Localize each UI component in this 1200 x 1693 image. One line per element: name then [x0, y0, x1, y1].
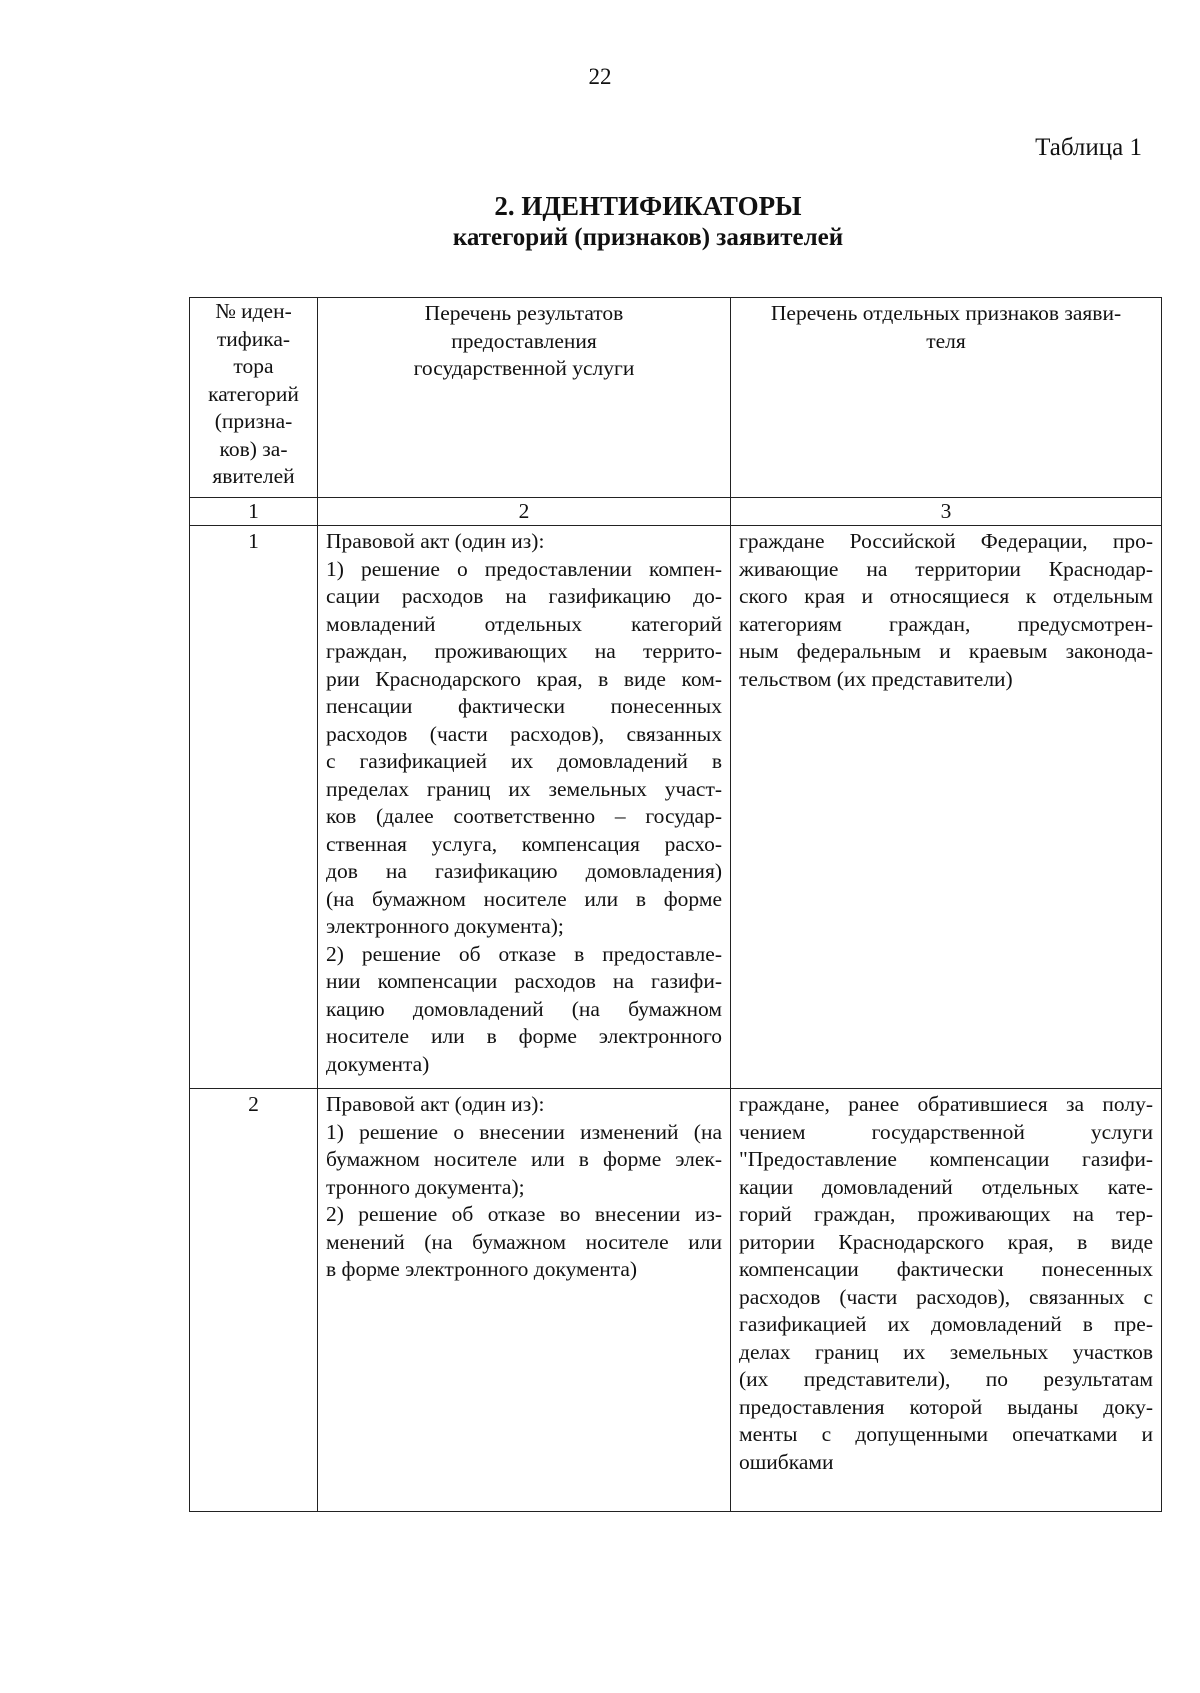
text-line: (их представители), по результатам — [739, 1367, 1153, 1391]
text-line: Правовой акт (один из): — [326, 1092, 545, 1116]
text-line: делах границ их земельных участков — [739, 1339, 1153, 1364]
column-number: 3 — [731, 498, 1162, 526]
text-line: документа) — [326, 1051, 430, 1076]
text-line: граждане Российской Федерации, про- — [739, 529, 1153, 553]
text-line: 2) решение об отказе в предоставле- — [326, 941, 722, 966]
text-line: граждан, проживающих на террито- — [326, 639, 722, 663]
text-line: категорий — [208, 381, 299, 406]
page-number: 22 — [588, 64, 612, 89]
attributes-cell — [731, 1089, 1162, 1512]
text-line: живающие на территории Краснодар- — [739, 556, 1153, 581]
heading-subtitle: категорий (признаков) заявителей — [452, 224, 844, 251]
text-line: менений (на бумажном носителе или — [326, 1229, 722, 1254]
text-line: Перечень результатов — [424, 301, 624, 325]
text-line: дов на газификацию домовладения) — [326, 859, 722, 883]
text-line: носителе или в форме электронного — [326, 1024, 722, 1048]
text-line: менты с допущенными опечатками и — [739, 1422, 1153, 1446]
heading-title: 2. ИДЕНТИФИКАТОРЫ — [494, 191, 802, 221]
text-line: пределах границ их земельных участ- — [326, 776, 722, 801]
text-line: ственная услуга, компенсация расхо- — [326, 831, 722, 856]
table-row — [190, 526, 1162, 1089]
text-line: (на бумажном носителе или в форме — [326, 886, 722, 911]
text-line: предоставления которой выданы доку- — [739, 1394, 1153, 1419]
text-line: электронного документа); — [326, 914, 564, 938]
text-line: "Предоставление компенсации газифи- — [739, 1147, 1153, 1171]
text-line: тора — [233, 354, 274, 378]
results-cell — [318, 526, 731, 1089]
header-cell-identifier — [190, 298, 318, 498]
results-cell — [318, 1089, 731, 1512]
text-line: ритории Краснодарского края, в виде — [739, 1229, 1153, 1254]
text-line: нии компенсации расходов на газифи- — [326, 969, 722, 993]
table-header-row — [190, 298, 1162, 498]
text-line: рии Краснодарского края, в виде ком- — [326, 666, 722, 691]
text-line: тронного документа); — [326, 1174, 525, 1199]
table-label: Таблица 1 — [1035, 134, 1142, 161]
text-line: расходов (части расходов), связанных — [326, 721, 722, 746]
text-line: ского края и относящиеся к отдельным — [739, 584, 1153, 608]
text-line: 1) решение о предоставлении компен- — [326, 556, 722, 581]
text-line: компенсации фактически понесенных — [739, 1257, 1153, 1281]
text-line: с газификацией их домовладений в — [326, 749, 722, 773]
text-line: 1) решение о внесении изменений (на — [326, 1119, 722, 1144]
text-line: кации домовладений отдельных кате- — [739, 1174, 1153, 1199]
text-line: тифика- — [216, 326, 291, 351]
text-line: граждане, ранее обратившиеся за полу- — [739, 1092, 1153, 1116]
text-line: государственной услуги — [413, 356, 635, 380]
text-line: № иден- — [215, 299, 292, 323]
header-cell-results — [318, 298, 731, 498]
text-line: категориям граждан, предусмотрен- — [739, 611, 1153, 636]
attributes-cell — [731, 526, 1162, 1089]
text-line: теля — [926, 328, 966, 353]
text-line: Правовой акт (один из): — [326, 529, 545, 553]
text-line: в форме электронного документа) — [326, 1257, 638, 1281]
text-line: (призна- — [214, 409, 293, 433]
text-line: Перечень отдельных признаков заяви- — [770, 301, 1122, 325]
text-line: сации расходов на газификацию до- — [326, 584, 722, 608]
identifier-number: 1 — [190, 526, 318, 1089]
text-line: газификацией их домовладений в пре- — [739, 1312, 1153, 1336]
column-number: 2 — [318, 498, 731, 526]
text-line: предоставления — [451, 328, 597, 353]
table-row — [190, 1089, 1162, 1512]
column-number: 1 — [190, 498, 318, 526]
text-line: горий граждан, проживающих на тер- — [739, 1202, 1153, 1226]
text-line: бумажном носителе или в форме элек- — [326, 1147, 722, 1171]
text-line: ков (далее соответственно – государ- — [326, 804, 722, 828]
identifier-number: 2 — [190, 1089, 318, 1512]
text-line: тельством (их представители) — [739, 666, 1013, 691]
text-line: ков) за- — [219, 436, 288, 461]
text-line: 2) решение об отказе во внесении из- — [326, 1202, 722, 1226]
text-line: кацию домовладений (на бумажном — [326, 996, 722, 1021]
text-line: явителей — [212, 464, 295, 488]
column-number-row — [190, 498, 1162, 526]
text-line: ным федеральным и краевым законода- — [739, 639, 1153, 663]
identifiers-table — [189, 297, 1162, 1512]
text-line: чением государственной услуги — [739, 1119, 1153, 1144]
text-line: расходов (части расходов), связанных с — [739, 1284, 1153, 1309]
page-heading — [0, 190, 1200, 254]
text-line: мовладений отдельных категорий — [326, 611, 722, 636]
text-line: ошибками — [739, 1449, 834, 1474]
text-line: пенсации фактически понесенных — [326, 694, 722, 718]
header-cell-attributes — [731, 298, 1162, 498]
